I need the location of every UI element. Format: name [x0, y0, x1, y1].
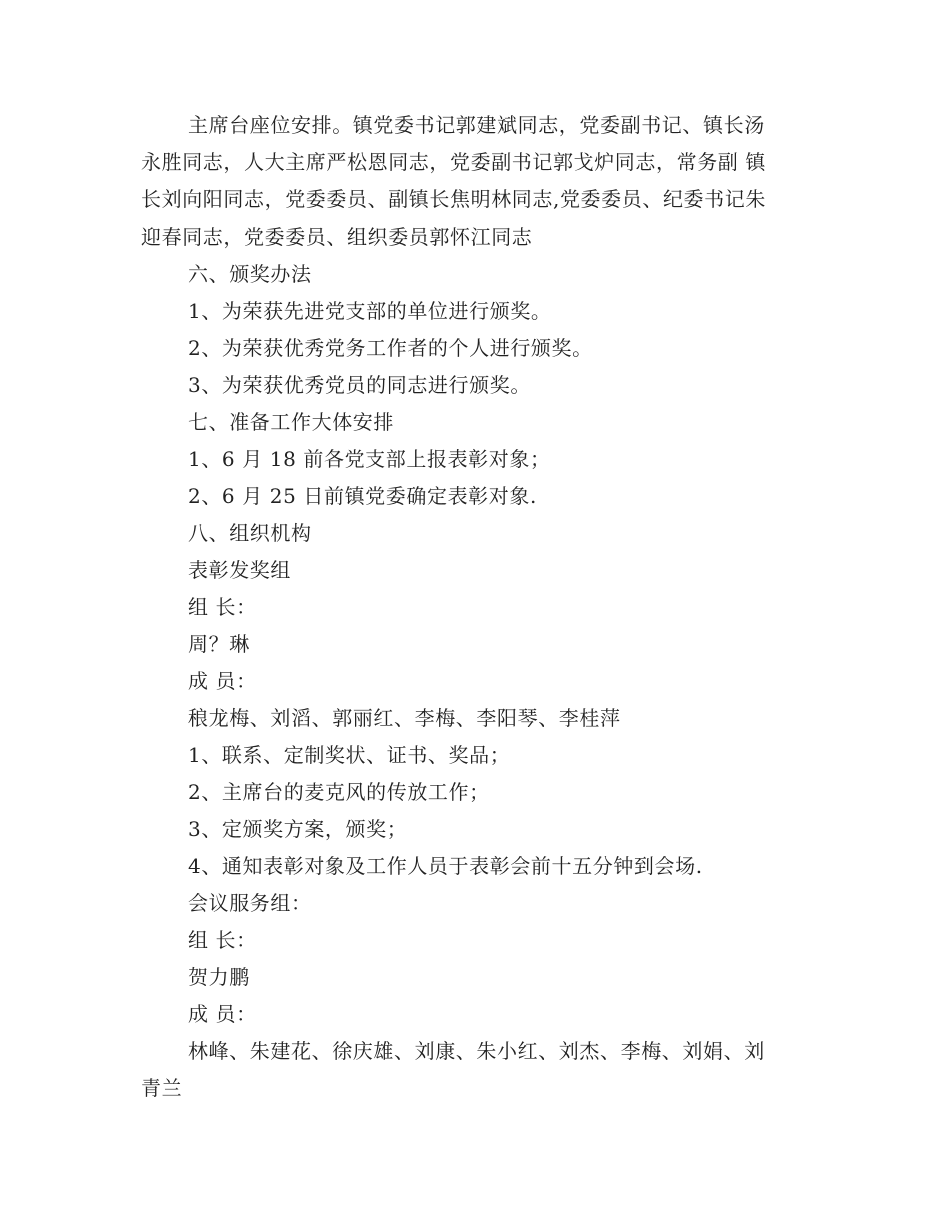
list-item: 3、为荣获优秀党员的同志进行颁奖。	[188, 373, 531, 397]
value-members-line-1: 林峰、朱建花、徐庆雄、刘康、朱小红、刘杰、李梅、刘娟、刘	[188, 1039, 765, 1063]
label-members: 成 员：	[188, 1002, 257, 1026]
paragraph-seating-line-4: 迎春同志，党委委员、组织委员郭怀江同志	[141, 225, 533, 249]
list-item: 2、主席台的麦克风的传放工作；	[188, 780, 490, 804]
label-group-leader: 组 长：	[188, 928, 257, 952]
list-item: 3、定颁奖方案，颁奖；	[188, 817, 408, 841]
list-item: 1、为荣获先进党支部的单位进行颁奖。	[188, 299, 552, 323]
section-heading-award-method: 六、颁奖办法	[188, 262, 312, 286]
list-item: 4、通知表彰对象及工作人员于表彰会前十五分钟到会场.	[188, 854, 703, 878]
section-heading-preparation: 七、准备工作大体安排	[188, 410, 394, 434]
value-members: 稂龙梅、刘滔、郭丽红、李梅、李阳琴、李桂萍	[188, 706, 621, 730]
paragraph-seating-line-3: 长刘向阳同志，党委委员、副镇长焦明林同志,党委委员、纪委书记朱	[141, 187, 766, 211]
value-group-leader: 贺力鹏	[188, 965, 250, 989]
label-group-leader: 组 长：	[188, 595, 257, 619]
paragraph-seating-line-1: 主席台座位安排。镇党委书记郭建斌同志，党委副书记、镇长汤	[188, 113, 765, 137]
paragraph-seating-line-2: 永胜同志，人大主席严松恩同志，党委副书记郭戈炉同志，常务副 镇	[141, 150, 766, 174]
list-item: 2、6 月 25 日前镇党委确定表彰对象.	[188, 484, 537, 508]
list-item: 2、为荣获优秀党务工作者的个人进行颁奖。	[188, 336, 593, 360]
value-members-line-2: 青兰	[141, 1076, 183, 1100]
subheading-award-group: 表彰发奖组	[188, 558, 291, 582]
subheading-meeting-service-group: 会议服务组：	[188, 891, 312, 915]
value-group-leader: 周？琳	[188, 632, 250, 656]
label-members: 成 员：	[188, 669, 257, 693]
list-item: 1、6 月 18 前各党支部上报表彰对象；	[188, 447, 551, 471]
section-heading-organization: 八、组织机构	[188, 521, 312, 545]
list-item: 1、联系、定制奖状、证书、奖品；	[188, 743, 511, 767]
